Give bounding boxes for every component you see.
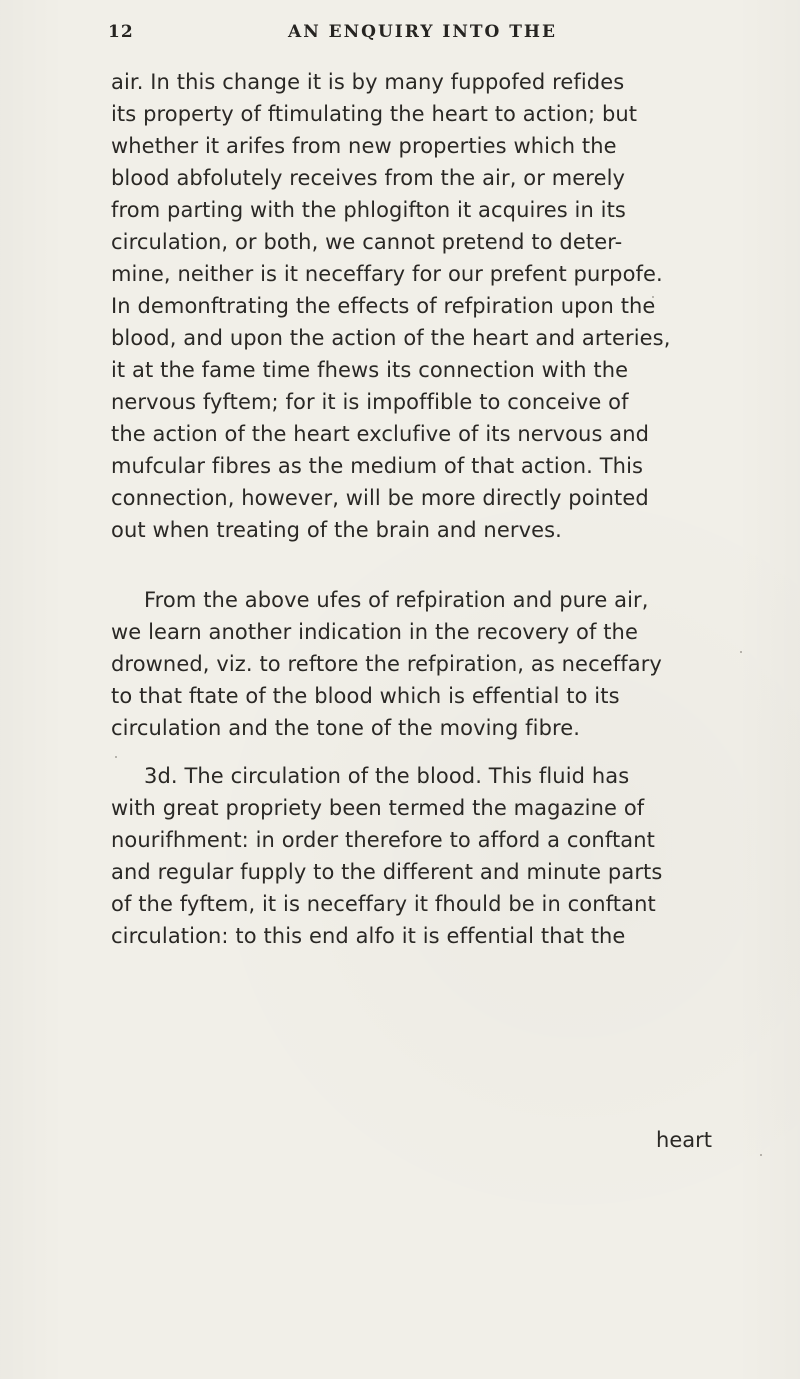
body-line: it at the fame time fhews its connection with the bbox=[111, 358, 629, 382]
body-line: circulation, or both, we cannot pretend to deter- bbox=[111, 230, 623, 254]
body-line: blood abfolutely receives from the air, or merely bbox=[111, 166, 626, 190]
body-line: nervous fyftem; for it is impoffible to conceive of bbox=[111, 390, 629, 414]
body-line: 3d. The circulation of the blood. This fluid has bbox=[144, 764, 630, 788]
body-line: From the above ufes of refpiration and pure air, bbox=[144, 588, 649, 612]
catchword: heart bbox=[656, 1128, 712, 1152]
body-line: with great propriety been termed the magazine of bbox=[111, 796, 645, 820]
paper-speck bbox=[115, 756, 117, 758]
body-line: to that ftate of the blood which is effential to its bbox=[111, 684, 620, 708]
body-line: mine, neither is it neceffary for our prefent purpofe. bbox=[111, 262, 663, 286]
body-line: circulation and the tone of the moving fibre. bbox=[111, 716, 581, 740]
body-line: whether it arifes from new properties which the bbox=[111, 134, 617, 158]
body-line: we learn another indication in the recovery of the bbox=[111, 620, 638, 644]
body-line: connection, however, will be more directly pointed bbox=[111, 486, 649, 510]
body-line: out when treating of the brain and nerves. bbox=[111, 518, 562, 542]
paper-speck bbox=[652, 296, 654, 298]
body-line: the action of the heart exclufive of its nervous and bbox=[111, 422, 650, 446]
paper-speck bbox=[740, 651, 742, 653]
body-line: In demonftrating the effects of refpiration upon the bbox=[111, 294, 656, 318]
body-line: its property of ftimulating the heart to action; but bbox=[111, 102, 638, 126]
page-header bbox=[108, 22, 738, 52]
body-line: air. In this change it is by many fuppofed refides bbox=[111, 70, 625, 94]
body-line: from parting with the phlogifton it acquires in its bbox=[111, 198, 626, 222]
paper-speck bbox=[760, 1154, 762, 1156]
body-line: circulation: to this end alfo it is effential that the bbox=[111, 924, 626, 948]
page-number: 12 bbox=[108, 22, 134, 42]
body-line: nourifhment: in order therefore to afford a conftant bbox=[111, 828, 656, 852]
body-line: and regular fupply to the different and minute parts bbox=[111, 860, 663, 884]
body-line: drowned, viz. to reftore the refpiration, as neceffary bbox=[111, 652, 662, 676]
body-line: mufcular fibres as the medium of that action. This bbox=[111, 454, 644, 478]
body-line: blood, and upon the action of the heart and arteries, bbox=[111, 326, 671, 350]
running-head: AN ENQUIRY INTO THE bbox=[288, 22, 557, 42]
body-line: of the fyftem, it is neceffary it fhould be in conftant bbox=[111, 892, 656, 916]
